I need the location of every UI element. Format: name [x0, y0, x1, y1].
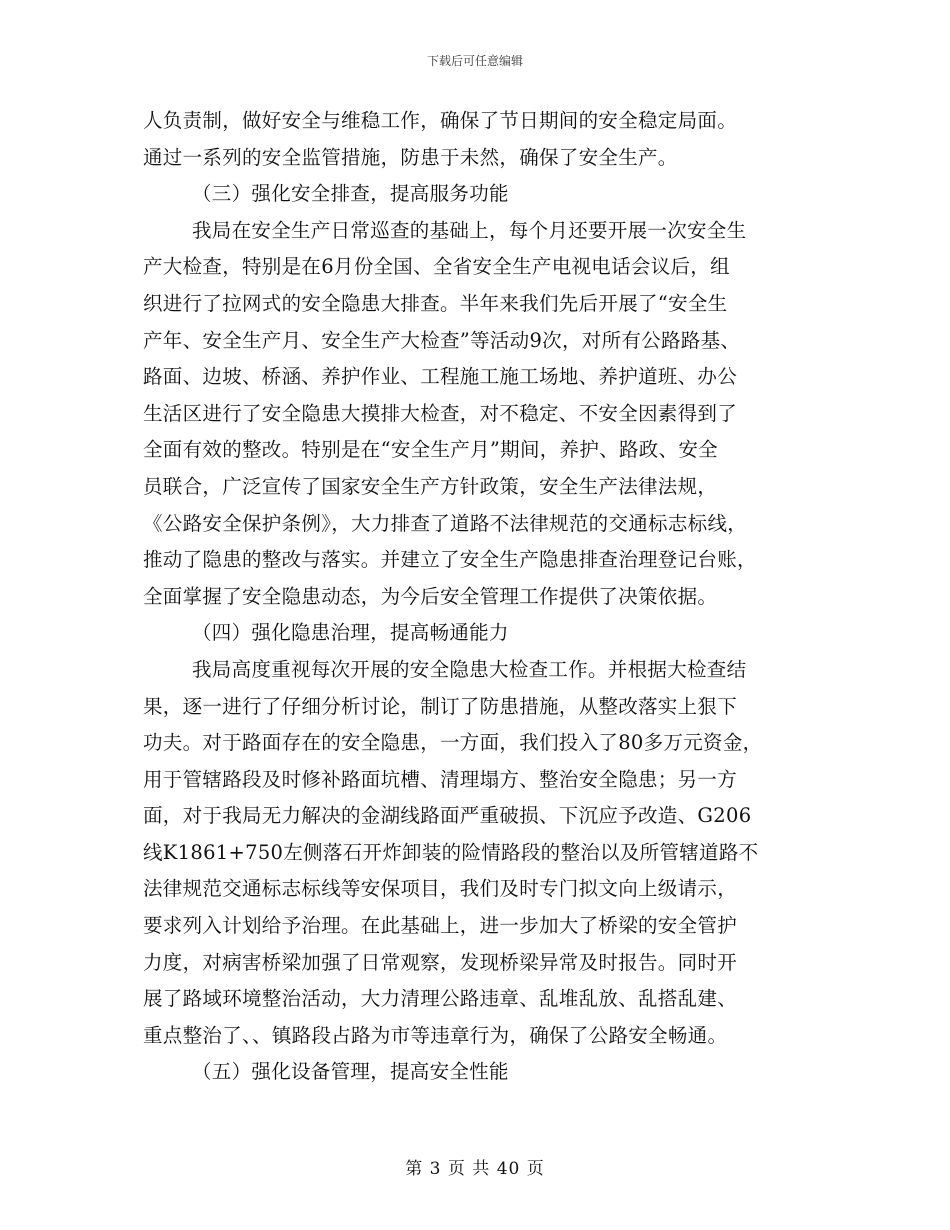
page-number: 第 3 页 共 40 页	[405, 1159, 545, 1179]
section-heading: （三）强化安全排查，提高服务功能	[192, 182, 509, 206]
page-header: 下载后可任意编辑	[426, 54, 523, 68]
paragraph-line: 路面、边坡、桥涵、养护作业、工程施工施工场地、养护道班、办公	[143, 365, 738, 389]
paragraph-line: 力度，对病害桥梁加强了日常观察，发现桥梁异常及时报告。同时开	[143, 950, 738, 974]
paragraph-line: 要求列入计划给予治理。在此基础上，进一步加大了桥梁的安全管护	[143, 914, 738, 938]
paragraph-line: 产大检查，特别是在6月份全国、全省安全生产电视电话会议后，组	[143, 255, 730, 279]
paragraph-line: 功夫。对于路面存在的安全隐患，一方面，我们投入了80多万元资金，	[143, 731, 763, 755]
paragraph-line: 面，对于我局无力解决的金湖线路面严重破损、下沉应予改造、G206	[143, 804, 752, 828]
paragraph-line: 线K1861+750左侧落石开炸卸装的险情路段的整治以及所管辖道路不	[143, 840, 759, 864]
paragraph-line: 我局在安全生产日常巡查的基础上，每个月还要开展一次安全生	[192, 218, 747, 242]
paragraph-line: 全面有效的整改。特别是在“安全生产月”期间，养护、路政、安全	[143, 438, 718, 462]
paragraph-line: 法律规范交通标志标线等安保项目，我们及时专门拟文向上级请示，	[143, 877, 738, 901]
paragraph-line: 推动了隐患的整改与落实。并建立了安全生产隐患排查治理登记台账，	[143, 548, 757, 572]
section-heading: （五）强化设备管理，提高安全性能	[192, 1060, 509, 1084]
document-body	[143, 103, 823, 1091]
paragraph-line: 果，逐一进行了仔细分析讨论，制订了防患措施，从整改落实上狠下	[143, 694, 738, 718]
paragraph-line: 员联合，广泛宣传了国家安全生产方针政策，安全生产法律法规，	[143, 474, 718, 498]
paragraph-line: 展了路域环境整治活动，大力清理公路违章、乱堆乱放、乱搭乱建、	[143, 987, 738, 1011]
paragraph-line: 用于管辖路段及时修补路面坑槽、清理塌方、整治安全隐患；另一方	[143, 767, 738, 791]
paragraph-line: 全面掌握了安全隐患动态，为今后安全管理工作提供了决策依据。	[143, 584, 718, 608]
section-heading: （四）强化隐患治理，提高畅通能力	[192, 621, 509, 645]
paragraph-line: 重点整治了、、镇路段占路为市等违章行为，确保了公路安全畅通。	[143, 1023, 728, 1047]
paragraph-line: 产年、安全生产月、安全生产大检查”等活动9次，对所有公路路基、	[143, 328, 741, 352]
paragraph-line: 织进行了拉网式的安全隐患大排查。半年来我们先后开展了“安全生	[143, 291, 728, 315]
paragraph-line: 通过一系列的安全监管措施，防患于未然，确保了安全生产。	[143, 145, 678, 169]
paragraph-line: 人负责制，做好安全与维稳工作，确保了节日期间的安全稳定局面。	[143, 109, 738, 132]
paragraph-line: 《公路安全保护条例》，大力排查了道路不法律规范的交通标志标线，	[143, 511, 748, 535]
paragraph-line: 生活区进行了安全隐患大摸排大检查，对不稳定、不安全因素得到了	[143, 401, 738, 425]
paragraph-line: 我局高度重视每次开展的安全隐患大检查工作。并根据大检查结	[192, 657, 747, 681]
